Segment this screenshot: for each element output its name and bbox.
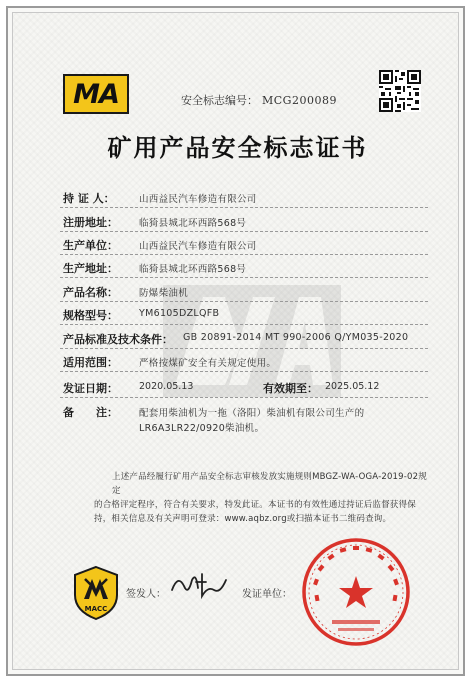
divider [60, 254, 428, 255]
field-value: 防爆柴油机 [139, 288, 189, 299]
signer-label: 签发人： [126, 589, 166, 600]
certificate-sheet [6, 6, 465, 676]
serial-row [181, 92, 337, 108]
field-value: GB 20891-2014 MT 990-2006 Q/YM035-2020 [183, 332, 409, 343]
qr-code-icon [379, 70, 421, 112]
field-value: YM6105DZLQFB [139, 308, 220, 319]
field-value: 严格按煤矿安全有关规定使用。 [139, 358, 277, 369]
macc-text: MACC [84, 605, 108, 613]
divider [60, 231, 428, 232]
footnote-line: 持，相关信息及有关声明可登录：www.aqbz.org或扫描本证书二维码查询。 [94, 514, 392, 524]
field-label: 注册地址： [63, 216, 118, 229]
field-label: 产品标准及技术条件： [63, 333, 173, 346]
footnote [94, 470, 430, 526]
signature-mark [168, 568, 232, 602]
valid-until-value: 2025.05.12 [325, 381, 380, 392]
issue-date-label: 发证日期： [63, 382, 118, 395]
official-stamp-icon [300, 536, 412, 648]
issuer-label: 发证单位： [242, 589, 292, 600]
divider [60, 397, 428, 398]
remarks-line: 配套用柴油机为一拖（洛阳）柴油机有限公司生产的 [139, 408, 365, 419]
divider [60, 324, 428, 325]
field-label: 产品名称： [63, 286, 118, 299]
footnote-line: 上述产品经履行矿用产品安全标志审核发放实施规则MBGZ-WA-OGA-2019-02规定 [112, 472, 427, 496]
field-value: 临猗县城北环西路568号 [139, 264, 247, 275]
divider [60, 207, 428, 208]
serial-label: 安全标志编号： [181, 94, 258, 107]
field-label: 规格型号： [63, 309, 118, 322]
field-value: 山西益民汽车修造有限公司 [139, 194, 257, 205]
field-label: 适用范围： [63, 356, 118, 369]
divider [60, 301, 428, 302]
certificate-title: 矿用产品安全标志证书 [107, 133, 368, 162]
issue-date-value: 2020.05.13 [139, 381, 194, 392]
field-value: 临猗县城北环西路568号 [139, 218, 247, 229]
field-label: 生产单位： [63, 239, 118, 252]
ma-logo [63, 74, 129, 114]
divider [60, 371, 428, 372]
footnote-line: 的合格评定程序，符合有关要求，特发此证。本证书的有效性通过持证后监督获得保 [94, 500, 416, 510]
field-label: 持 证 人： [63, 192, 115, 205]
field-value: 山西益民汽车修造有限公司 [139, 241, 257, 252]
remarks-line: LR6A3LR22/0920柴油机。 [139, 423, 265, 434]
valid-until-label: 有效期至： [263, 382, 318, 395]
macc-badge-icon [71, 565, 121, 621]
remarks-label: 备 注： [63, 406, 118, 419]
divider [60, 277, 428, 278]
field-label: 生产地址： [63, 262, 118, 275]
ma-logo-icon: MA [73, 78, 119, 110]
serial-number: MCG200089 [262, 94, 337, 107]
divider [60, 348, 428, 349]
